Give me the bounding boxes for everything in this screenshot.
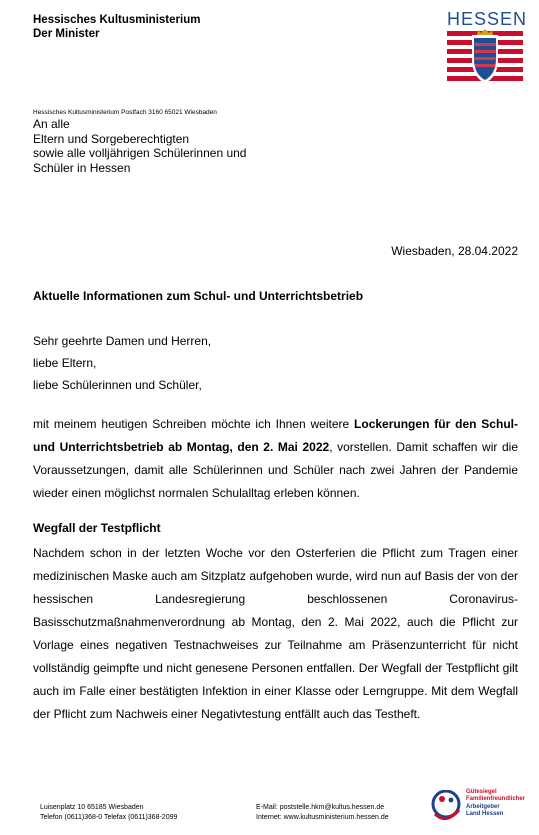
footer-contact [40,803,177,823]
intro-highlight: Lockerungen für den Schul- und Unterrichtsbetrieb ab Montag, den 2. Mai 2022 [33,417,518,454]
seal-label [466,789,525,819]
logo-wordmark: HESSEN [447,9,528,29]
sender-ministry: Hessisches Kultusministerium [33,14,201,26]
intro-text-end: , vorstellen. Damit schaffen wir die Voraussetzungen, damit alle Schülerinnen und Schüler nach zwei Jahren der Pandemie wieder einen möglichst normalen Schulalltag erleben können. [33,440,518,500]
testpflicht-paragraph: Nachdem schon in der letzten Woche vor den Osterferien die Pflicht zum Tragen einer medizinischen Maske auch am Sitzplatz aufgehoben wurde, wird nun auf Basis der von der hessischen Landesregierung beschlossenen Coronavirus-Basisschutzmaßnahmenverordnung ab Montag, den 2. Mai 2022, auch die Pflicht zur Vorlage eines negativen Testnachweises zur Teilnahme am Präsenzunterricht für nicht vollständig geimpfte und nicht genesene Personen entfallen. Der Wegfall der Testpflicht gilt auch im Falle einer bestätigten Infektion in einer Klasse oder Lerngruppe. Mit dem Wegfall der Pflicht zum Nachweis einer Negativtestung entfällt auch das Testheft. [33,546,518,721]
section-heading: Wegfall der Testpflicht [33,521,161,535]
footer-phone: Telefon (0611)368-0 Telefax (0611)368-2099 [40,814,178,821]
footer-online [256,803,389,823]
recipient-block [33,117,246,175]
intro-paragraph [33,413,518,505]
footer-web: Internet: www.kultusministerium.hessen.de [256,814,389,821]
footer-address: Luisenplatz 10 65185 Wiesbaden [40,804,144,811]
seal-line: Arbeitgeber [466,803,500,810]
recipient-line: Eltern und Sorgeberechtigten [33,131,190,146]
letter-subject: Aktuelle Informationen zum Schul- und Unterrichtsbetrieb [33,289,364,303]
seal-line: Gütesiegel [466,789,497,795]
salutation-line: Sehr geehrte Damen und Herren, [33,334,212,348]
footer-email: E-Mail: poststelle.hkm@kultus.hessen.de [256,804,385,811]
sender-title: Der Minister [33,28,100,40]
sender-block [33,13,200,41]
hessen-coat-of-arms-icon [447,29,523,85]
recipient-line: sowie alle volljährigen Schülerinnen und [33,146,247,160]
salutation-line: liebe Eltern, [33,356,97,370]
intro-text-start: mit meinem heutigen Schreiben möchte ich Ihnen weitere [33,417,355,431]
seal-line: Land Hessen [466,811,504,818]
letter-date: Wiesbaden, 28.04.2022 [391,244,518,258]
recipient-line: An alle [33,117,70,131]
hessen-logo [447,9,528,90]
recipient-line: Schüler in Hessen [33,160,131,175]
seal-line: Familienfreundlicher [466,796,526,803]
salutation [33,330,211,396]
salutation-line: liebe Schülerinnen und Schüler, [33,378,202,392]
return-address: Hessisches Kultusministerium Postfach 3160 65021 Wiesbaden [33,109,217,116]
